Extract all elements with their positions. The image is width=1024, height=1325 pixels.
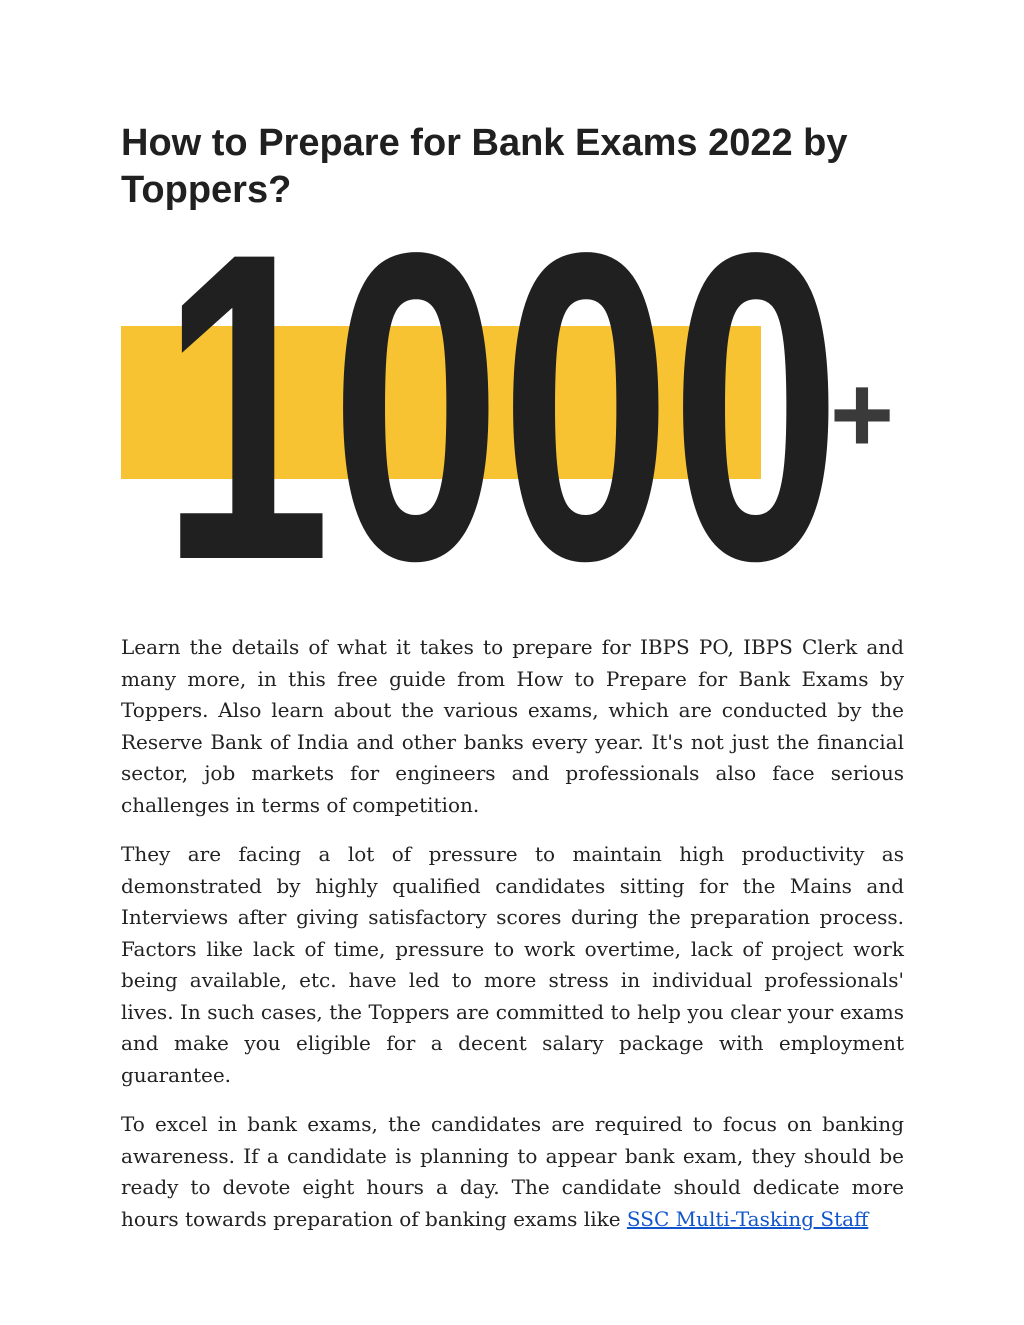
paragraph-3-text: To excel in bank exams, the candidates are required to focus on banking awareness. If a candidate is planning to appear bank exam, they should be ready to devote eight hours a day. The candidate should dedicate more hours towards preparation of banking exams like (121, 1112, 904, 1231)
hero-graphic (121, 226, 896, 596)
paragraph-1: Learn the details of what it takes to prepare for IBPS PO, IBPS Clerk and many more, in this free guide from How to Prepare for Bank Exams by Toppers. Also learn about the various exams, which are conducted by the Reserve Bank of India and other banks every year. It's not just the financial sector, job markets for engineers and professionals also face serious challenges in terms of competition. (121, 635, 904, 817)
hero-number-text: 1000 (161, 226, 841, 596)
hero-plus-sign: + (829, 353, 895, 476)
page-title: How to Prepare for Bank Exams 2022 by Toppers? (121, 122, 848, 211)
paragraph-3 (121, 1109, 904, 1235)
hero-image-1000-plus (121, 226, 896, 596)
ssc-multi-tasking-staff-link[interactable]: SSC Multi-Tasking Staff (626, 1206, 869, 1231)
article-body (121, 632, 904, 1253)
paragraph-2: They are facing a lot of pressure to maintain high productivity as demonstrated by highly qualified candidates sitting for the Mains and Interviews after giving satisfactory scores during the preparation process. Factors like lack of time, pressure to work overtime, lack of project work being available, etc. have led to more stress in individual professionals' lives. In such cases, the Toppers are committed to help you clear your exams and make you eligible for a decent salary package with employment guarantee. (121, 842, 904, 1087)
